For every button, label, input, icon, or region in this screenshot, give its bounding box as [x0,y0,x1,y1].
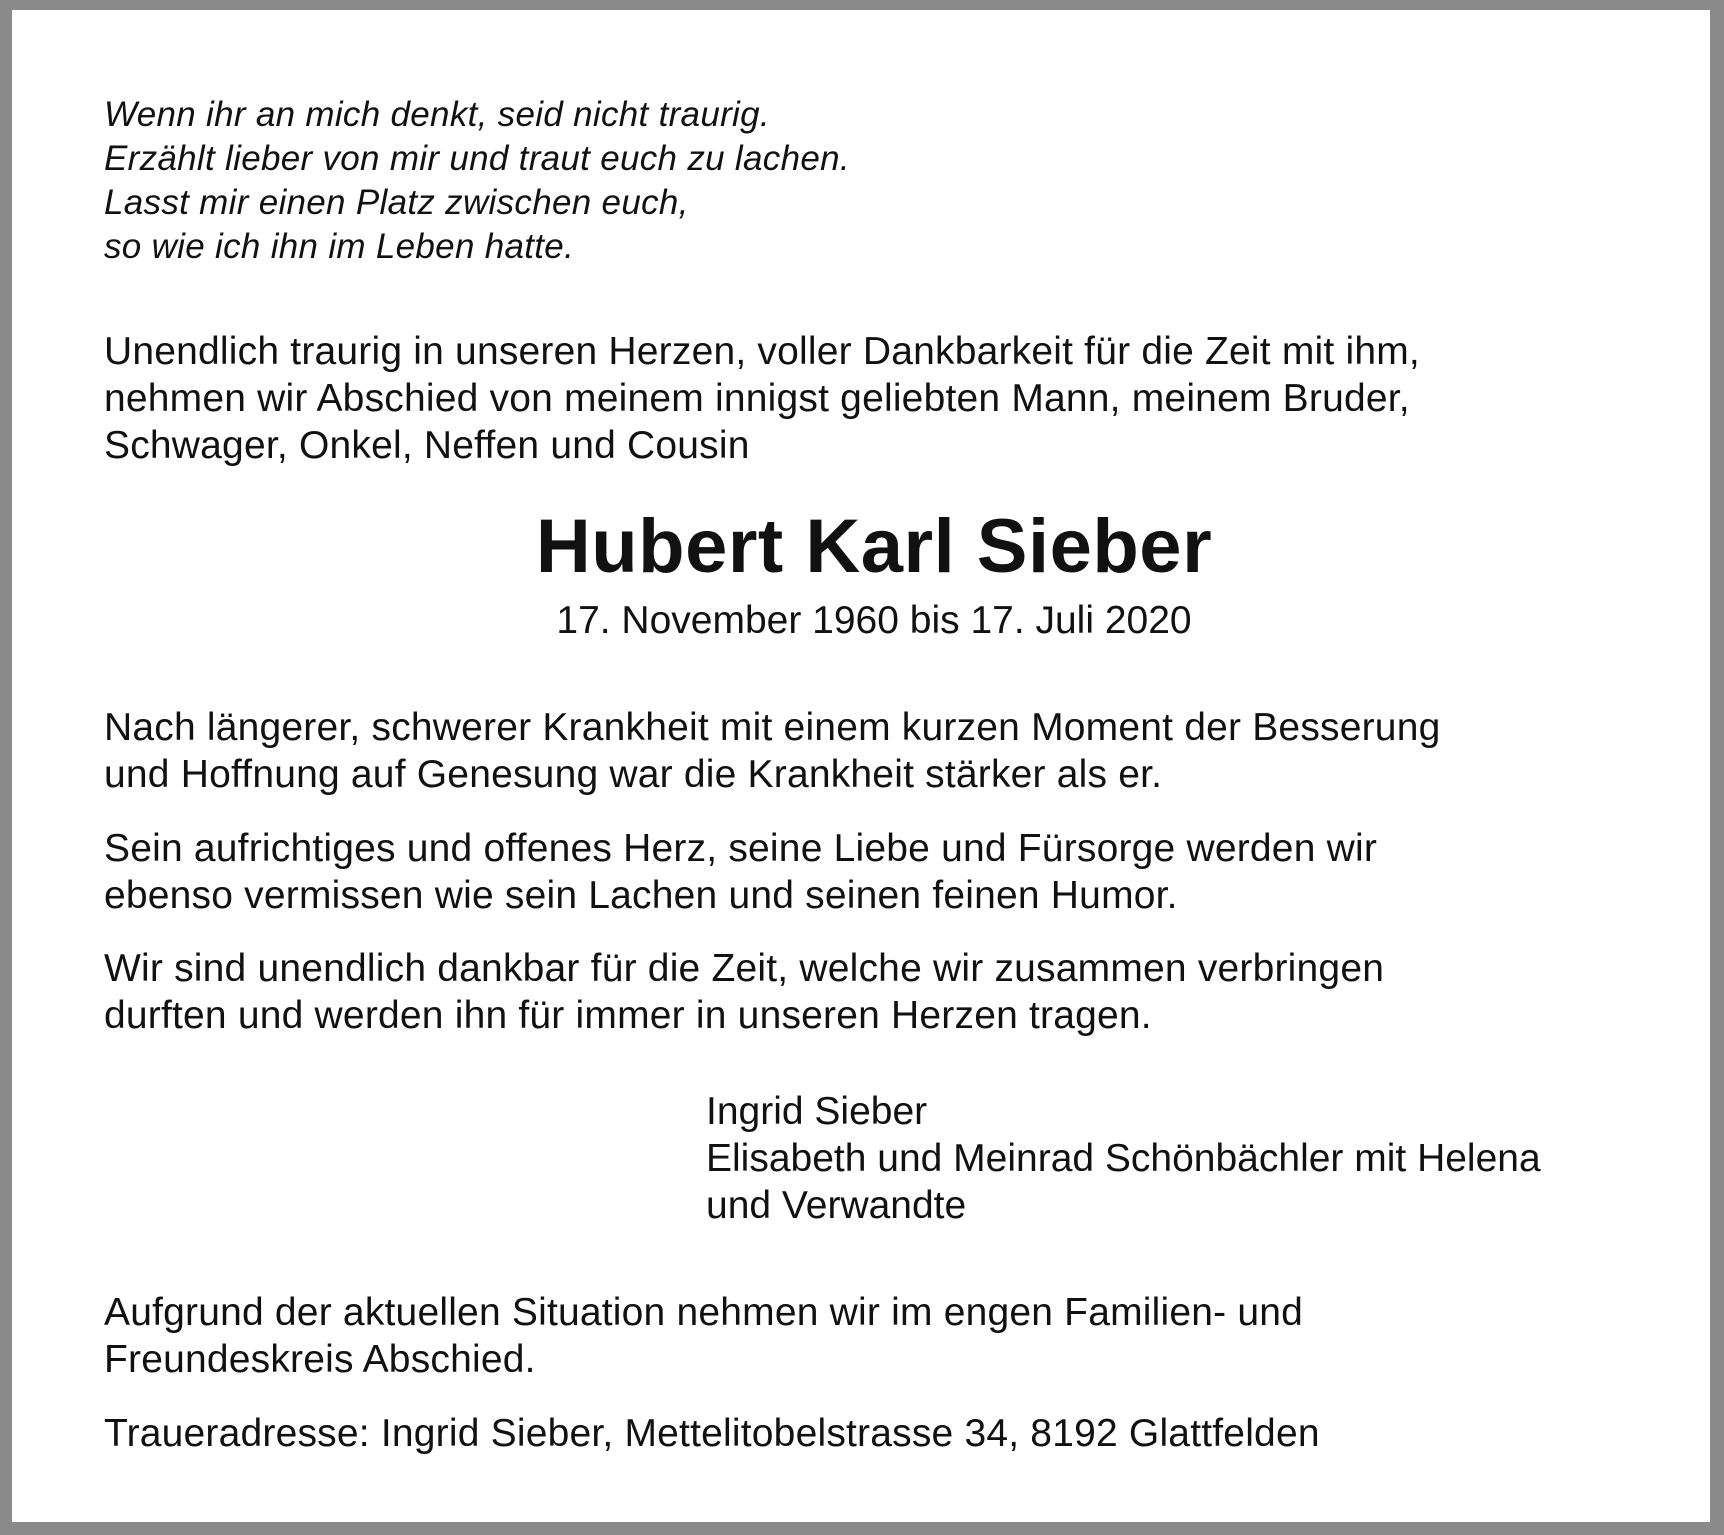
deceased-name: Hubert Karl Sieber [535,504,1213,589]
intro-paragraph [104,328,1420,469]
mourner-line: und Verwandte [706,1184,967,1227]
mourner-line: Elisabeth und Meinrad Schönbächler mit Helena [706,1137,1541,1180]
mourners-signature [706,1088,1541,1229]
illness-paragraph [104,704,1440,798]
mourning-address [104,1410,1320,1457]
farewell-notice [104,1289,1303,1383]
motto-line: Wenn ihr an mich denkt, seid nicht traurig. [104,95,770,134]
motto-poem [104,93,850,269]
address-line: Traueradresse: Ingrid Sieber, Mettelitobelstrasse 34, 8192 Glattfelden [104,1412,1320,1455]
paragraph-line: und Hoffnung auf Genesung war die Krankheit stärker als er. [104,753,1163,796]
intro-line: Unendlich traurig in unseren Herzen, voller Dankbarkeit für die Zeit mit ihm, [104,330,1420,373]
motto-line: Lasst mir einen Platz zwischen euch, [104,183,689,222]
mourner-line: Ingrid Sieber [706,1090,928,1133]
notice-line: Freundeskreis Abschied. [104,1338,536,1381]
paragraph-line: durften und werden ihn für immer in unseren Herzen tragen. [104,994,1152,1037]
intro-line: nehmen wir Abschied von meinem innigst geliebten Mann, meinem Bruder, [104,377,1410,420]
paragraph-line: Wir sind unendlich dankbar für die Zeit, welche wir zusammen verbringen [104,947,1385,990]
life-dates: 17. November 1960 bis 17. Juli 2020 [556,599,1192,642]
intro-line: Schwager, Onkel, Neffen und Cousin [104,424,750,467]
paragraph-line: Sein aufrichtiges und offenes Herz, seine Liebe und Fürsorge werden wir [104,827,1378,870]
remembrance-paragraph [104,825,1377,919]
notice-line: Aufgrund der aktuellen Situation nehmen wir im engen Familien- und [104,1291,1304,1334]
gratitude-paragraph [104,945,1384,1039]
motto-line: Erzählt lieber von mir und traut euch zu lachen. [104,139,850,178]
paragraph-line: ebenso vermissen wie sein Lachen und seinen feinen Humor. [104,874,1178,917]
motto-line: so wie ich ihn im Leben hatte. [104,227,575,266]
paragraph-line: Nach längerer, schwerer Krankheit mit einem kurzen Moment der Besserung [104,706,1441,749]
